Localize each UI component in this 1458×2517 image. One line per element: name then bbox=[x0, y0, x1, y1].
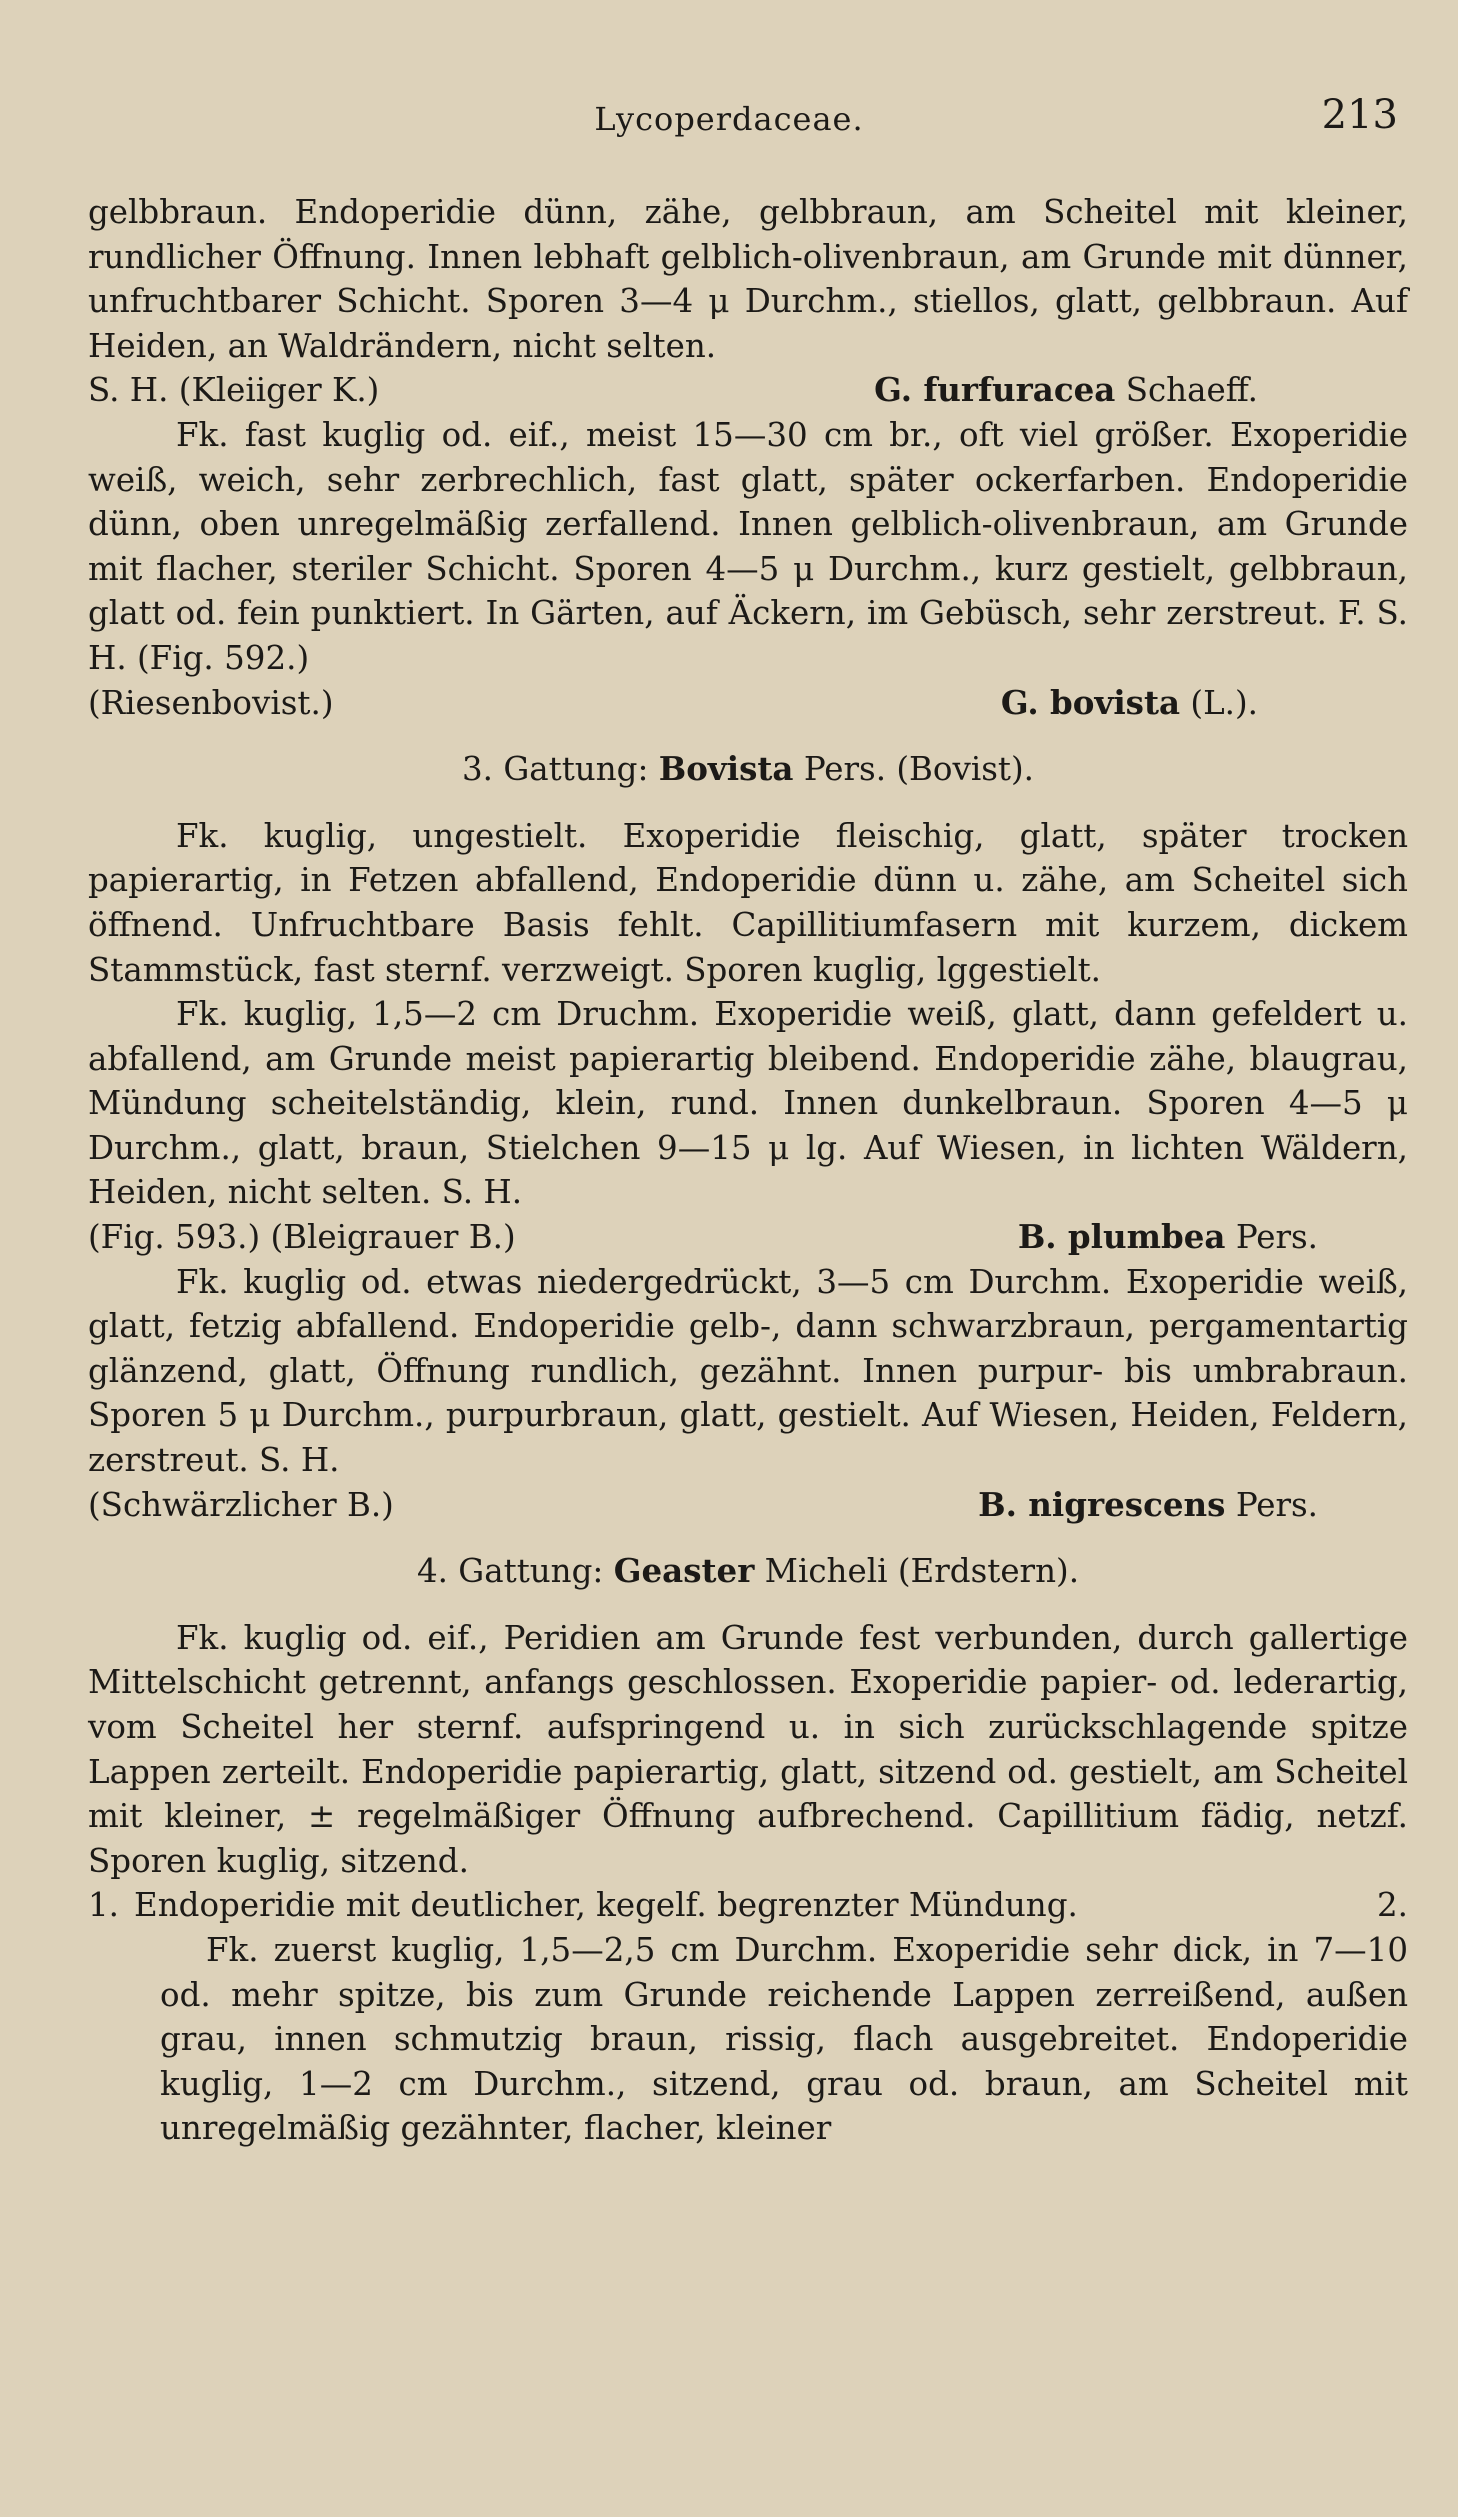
page-number: 213 bbox=[1321, 92, 1398, 138]
species-name: G. bovista bbox=[1000, 682, 1181, 722]
species-name-line bbox=[978, 1483, 1318, 1528]
species-name-line bbox=[1018, 1215, 1318, 1260]
species-entry-bovista bbox=[88, 413, 1408, 725]
key-sub-description: Fk. zuerst kuglig, 1,5—2,5 cm Durchm. Exoperidie sehr dick, in 7—10 od. mehr spitze, bis zum Grunde reichende Lappen zerreißend, außen grau, innen schmutzig braun, rissig, flach ausgebreitet. Endoperidie kuglig, 1—2 cm Durchm., sitzend, grau od. braun, am Scheitel mit unregelmäßig gezähnter, flacher, kleiner bbox=[160, 1930, 1408, 2148]
running-title: Lycoperdaceae. bbox=[594, 100, 864, 138]
page-body bbox=[88, 190, 1408, 2151]
key-entry bbox=[88, 1883, 1408, 1928]
species-entry-plumbea bbox=[88, 992, 1408, 1260]
genus-prefix: 3. Gattung: bbox=[461, 750, 649, 789]
species-entry-nigrescens bbox=[88, 1260, 1408, 1528]
species-entry-furfuracea bbox=[88, 190, 1408, 413]
species-tail bbox=[88, 1483, 1408, 1528]
species-name: G. furfuracea bbox=[874, 370, 1116, 410]
genus-heading-geaster bbox=[88, 1549, 1408, 1594]
species-description: Fk. kuglig od. etwas niedergedrückt, 3—5 cm Durchm. Exoperidie weiß, glatt, fetzig abfallend. Endoperidie gelb-, dann schwarzbraun, pergamentartig glänzend, glatt, Öffnung rundlich, gezähnt. Innen purpur- bis umbrabraun. Sporen 5 μ Durchm., purpurbraun, glatt, gestielt. Auf Wiesen, Heiden, Feldern, zerstreut. S. H. bbox=[88, 1262, 1408, 1480]
common-name: (Schwärzlicher B.) bbox=[88, 1485, 394, 1524]
species-description: Fk. fast kuglig od. eif., meist 15—30 cm br., oft viel größer. Exoperidie weiß, weich, sehr zerbrechlich, fast glatt, später ockerfarben. Endoperidie dünn, oben unregelmäßig zerfallend. Innen gelblich-olivenbraun, am Grunde mit flacher, steriler Schicht. Sporen 4—5 μ Durchm., kurz gestielt, gelbbraun, glatt od. fein punktiert. In Gärten, auf Äckern, im Gebüsch, sehr zerstreut. F. S. H. (Fig. 592.) bbox=[88, 415, 1408, 677]
genus-diagnosis: Fk. kuglig od. eif., Peridien am Grunde fest verbunden, durch gallertige Mittelschicht getrennt, anfangs geschlossen. Exoperidie papier- od. lederartig, vom Scheitel her sternf. aufspringend u. in sich zurückschlagende spitze Lappen zerteilt. Endoperidie papierartig, glatt, sitzend od. gestielt, am Scheitel mit kleiner, ± regelmäßiger Öffnung aufbrechend. Capillitium fädig, netzf. Sporen kuglig, sitzend. bbox=[88, 1618, 1408, 1880]
running-head bbox=[0, 92, 1458, 152]
species-description: gelbbraun. Endoperidie dünn, zähe, gelbbraun, am Scheitel mit kleiner, rundlicher Öffnung. Innen lebhaft gelblich-olivenbraun, am Grunde mit dünner, unfruchtbarer Schicht. Sporen 3—4 μ Durchm., stiellos, glatt, gelbbraun. Auf Heiden, an Waldrändern, nicht selten. bbox=[88, 193, 1408, 365]
species-author: Pers. bbox=[1235, 1218, 1318, 1257]
common-name: (Fig. 593.) (Bleigrauer B.) bbox=[88, 1218, 516, 1257]
genus-name: Bovista bbox=[658, 749, 794, 789]
species-author: Pers. bbox=[1235, 1485, 1318, 1524]
key-number: 1. bbox=[88, 1886, 120, 1925]
key-line bbox=[134, 1883, 1408, 1928]
key-goto: 2. bbox=[1376, 1886, 1408, 1925]
key-text: Endoperidie mit deutlicher, kegelf. begrenzter Mündung. bbox=[134, 1886, 1078, 1925]
genus-diagnosis: Fk. kuglig, ungestielt. Exoperidie fleischig, glatt, später trocken papierartig, in Fetzen abfallend, Endoperidie dünn u. zähe, am Scheitel sich öffnend. Unfruchtbare Basis fehlt. Capillitiumfasern mit kurzem, dickem Stammstück, fast sternf. verzweigt. Sporen kuglig, lggestielt. bbox=[88, 816, 1408, 989]
common-name: (Riesenbovist.) bbox=[88, 683, 334, 722]
genus-author: Pers. (Bovist). bbox=[803, 750, 1034, 789]
species-author: (L.). bbox=[1190, 683, 1258, 722]
genus-heading-bovista bbox=[88, 747, 1408, 792]
species-tail bbox=[88, 1215, 1408, 1260]
genus-name: Geaster bbox=[613, 1551, 755, 1591]
species-author: Schaeff. bbox=[1125, 371, 1258, 410]
genus-prefix: 4. Gattung: bbox=[416, 1552, 604, 1591]
species-tail bbox=[88, 681, 1408, 726]
species-name: B. plumbea bbox=[1017, 1217, 1226, 1257]
species-description: Fk. kuglig, 1,5—2 cm Druchm. Exoperidie weiß, glatt, dann gefeldert u. abfallend, am Grunde meist papierartig bleibend. Endoperidie zähe, blaugrau, Mündung scheitelständig, klein, rund. Innen dunkelbraun. Sporen 4—5 μ Durchm., glatt, braun, Stielchen 9—15 μ lg. Auf Wiesen, in lichten Wäldern, Heiden, nicht selten. S. H. bbox=[88, 995, 1408, 1212]
species-name-line bbox=[1001, 681, 1258, 726]
common-name: S. H. (Kleiiger K.) bbox=[88, 371, 380, 410]
species-tail bbox=[88, 368, 1408, 413]
genus-author: Micheli (Erdstern). bbox=[764, 1552, 1080, 1591]
species-name-line bbox=[874, 368, 1258, 413]
species-name: B. nigrescens bbox=[978, 1484, 1226, 1524]
